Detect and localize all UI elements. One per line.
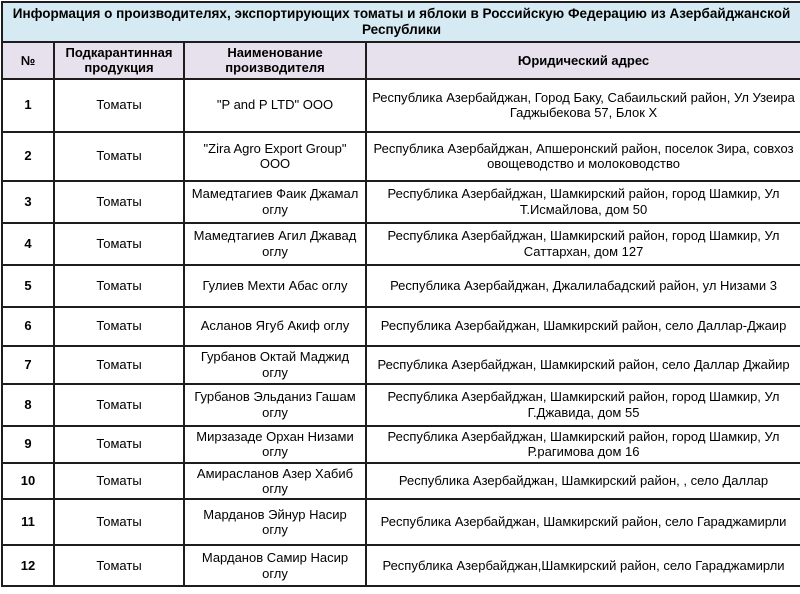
address-cell: Республика Азербайджан, Шамкирский район, , село Даллар [366,463,800,500]
table-row [2,307,800,346]
product-cell: Томаты [54,132,184,181]
product-cell: Томаты [54,426,184,463]
producer-cell: "P and P LTD" ООО [184,79,366,132]
column-header-address: Юридический адрес [366,42,800,79]
address-cell: Республика Азербайджан, Шамкирский район, село Даллар-Джаир [366,307,800,346]
row-number-cell: 6 [2,307,54,346]
table-row [2,223,800,265]
column-header-product: Подкарантинная продукция [54,42,184,79]
address-cell: Республика Азербайджан, Шамкирский район, село Гараджамирли [366,499,800,545]
row-number-cell: 5 [2,265,54,307]
address-cell: Республика Азербайджан, Шамкирский район, село Даллар Джайир [366,346,800,384]
producer-cell: Мамедтагиев Фаик Джамал оглу [184,181,366,223]
producer-cell: Гурбанов Октай Маджид оглу [184,346,366,384]
table-row [2,426,800,463]
row-number-cell: 12 [2,545,54,586]
table-row [2,132,800,181]
table-row [2,346,800,384]
row-number-cell: 1 [2,79,54,132]
product-cell: Томаты [54,499,184,545]
producer-cell: Гурбанов Эльданиз Гашам оглу [184,384,366,426]
table-row [2,545,800,586]
product-cell: Томаты [54,545,184,586]
address-cell: Республика Азербайджан, Шамкирский район, город Шамкир, Ул Саттархан, дом 127 [366,223,800,265]
product-cell: Томаты [54,384,184,426]
table-row [2,79,800,132]
producers-table [1,1,800,587]
table-row [2,181,800,223]
table-header-row [2,42,800,79]
address-cell: Республика Азербайджан, Апшеронский район, поселок Зира, совхоз овощеводство и молоководство [366,132,800,181]
row-number-cell: 2 [2,132,54,181]
producer-cell: Марданов Самир Насир оглу [184,545,366,586]
producer-cell: Марданов Эйнур Насир оглу [184,499,366,545]
product-cell: Томаты [54,307,184,346]
address-cell: Республика Азербайджан, Город Баку, Сабаильский район, Ул Узеира Гаджыбекова 57, Блок Х [366,79,800,132]
product-cell: Томаты [54,223,184,265]
producer-cell: Асланов Ягуб Акиф оглу [184,307,366,346]
row-number-cell: 10 [2,463,54,500]
product-cell: Томаты [54,265,184,307]
address-cell: Республика Азербайджан, Шамкирский район, город Шамкир, Ул Г.Джавида, дом 55 [366,384,800,426]
product-cell: Томаты [54,463,184,500]
product-cell: Томаты [54,346,184,384]
column-header-number: № [2,42,54,79]
row-number-cell: 8 [2,384,54,426]
producer-cell: "Zira Agro Export Group" ООО [184,132,366,181]
table-row [2,463,800,500]
table-row [2,384,800,426]
table-row [2,265,800,307]
row-number-cell: 4 [2,223,54,265]
column-header-producer: Наименование производителя [184,42,366,79]
page-title: Информация о производителях, экспортирующих томаты и яблоки в Российскую Федерацию из Азербайджанской Республики [2,2,800,42]
producer-cell: Мамедтагиев Агил Джавад оглу [184,223,366,265]
row-number-cell: 9 [2,426,54,463]
address-cell: Республика Азербайджан, Джалилабадский район, ул Низами 3 [366,265,800,307]
address-cell: Республика Азербайджан, Шамкирский район, город Шамкир, Ул Т.Исмайлова, дом 50 [366,181,800,223]
address-cell: Республика Азербайджан, Шамкирский район, город Шамкир, Ул Р.рагимова дом 16 [366,426,800,463]
product-cell: Томаты [54,181,184,223]
producer-cell: Амирасланов Азер Хабиб оглу [184,463,366,500]
row-number-cell: 3 [2,181,54,223]
product-cell: Томаты [54,79,184,132]
row-number-cell: 7 [2,346,54,384]
row-number-cell: 11 [2,499,54,545]
address-cell: Республика Азербайджан,Шамкирский район, село Гараджамирли [366,545,800,586]
table-title-row [2,2,800,42]
producer-cell: Мирзазаде Орхан Низами оглу [184,426,366,463]
table-row [2,499,800,545]
producer-cell: Гулиев Мехти Абас оглу [184,265,366,307]
